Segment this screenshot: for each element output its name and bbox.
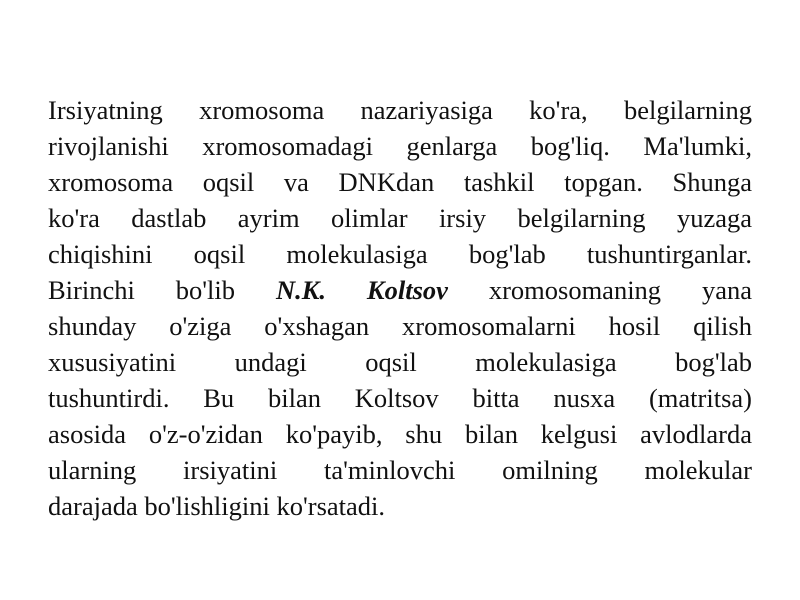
- text-line-4: ko'ra dastlab ayrim olimlar irsiy belgilarning yuzaga: [48, 203, 752, 233]
- body-paragraph: [48, 92, 752, 524]
- text-line-2: rivojlanishi xromosomadagi genlarga bog'liq. Ma'lumki,: [48, 131, 752, 161]
- text-line-7: shunday o'ziga o'xshagan xromosomalarni hosil qilish: [48, 311, 752, 341]
- text-line-1: Irsiyatning xromosoma nazariyasiga ko'ra, belgilarning: [48, 95, 752, 125]
- text-line-11: ularning irsiyatini ta'minlovchi omilning molekular: [48, 455, 752, 485]
- text-line-10: asosida o'z-o'zidan ko'payib, shu bilan kelgusi avlodlarda: [48, 419, 752, 449]
- text-line-6-end: xromosomaning yana: [447, 275, 752, 305]
- text-line-6: [48, 272, 752, 308]
- text-line-3: xromosoma oqsil va DNKdan tashkil topgan. Shunga: [48, 167, 752, 197]
- text-line-12: darajada bo'lishligini ko'rsatadi.: [48, 491, 386, 521]
- text-line-8: xususiyatini undagi oqsil molekulasiga bog'lab: [48, 347, 752, 377]
- text-line-5: chiqishini oqsil molekulasiga bog'lab tushuntirganlar.: [48, 239, 752, 269]
- author-name-emphasis: N.K. Koltsov: [275, 275, 448, 305]
- text-line-9: tushuntirdi. Bu bilan Koltsov bitta nusxa (matritsa): [48, 383, 752, 413]
- text-line-6-start: Birinchi bo'lib: [48, 275, 276, 305]
